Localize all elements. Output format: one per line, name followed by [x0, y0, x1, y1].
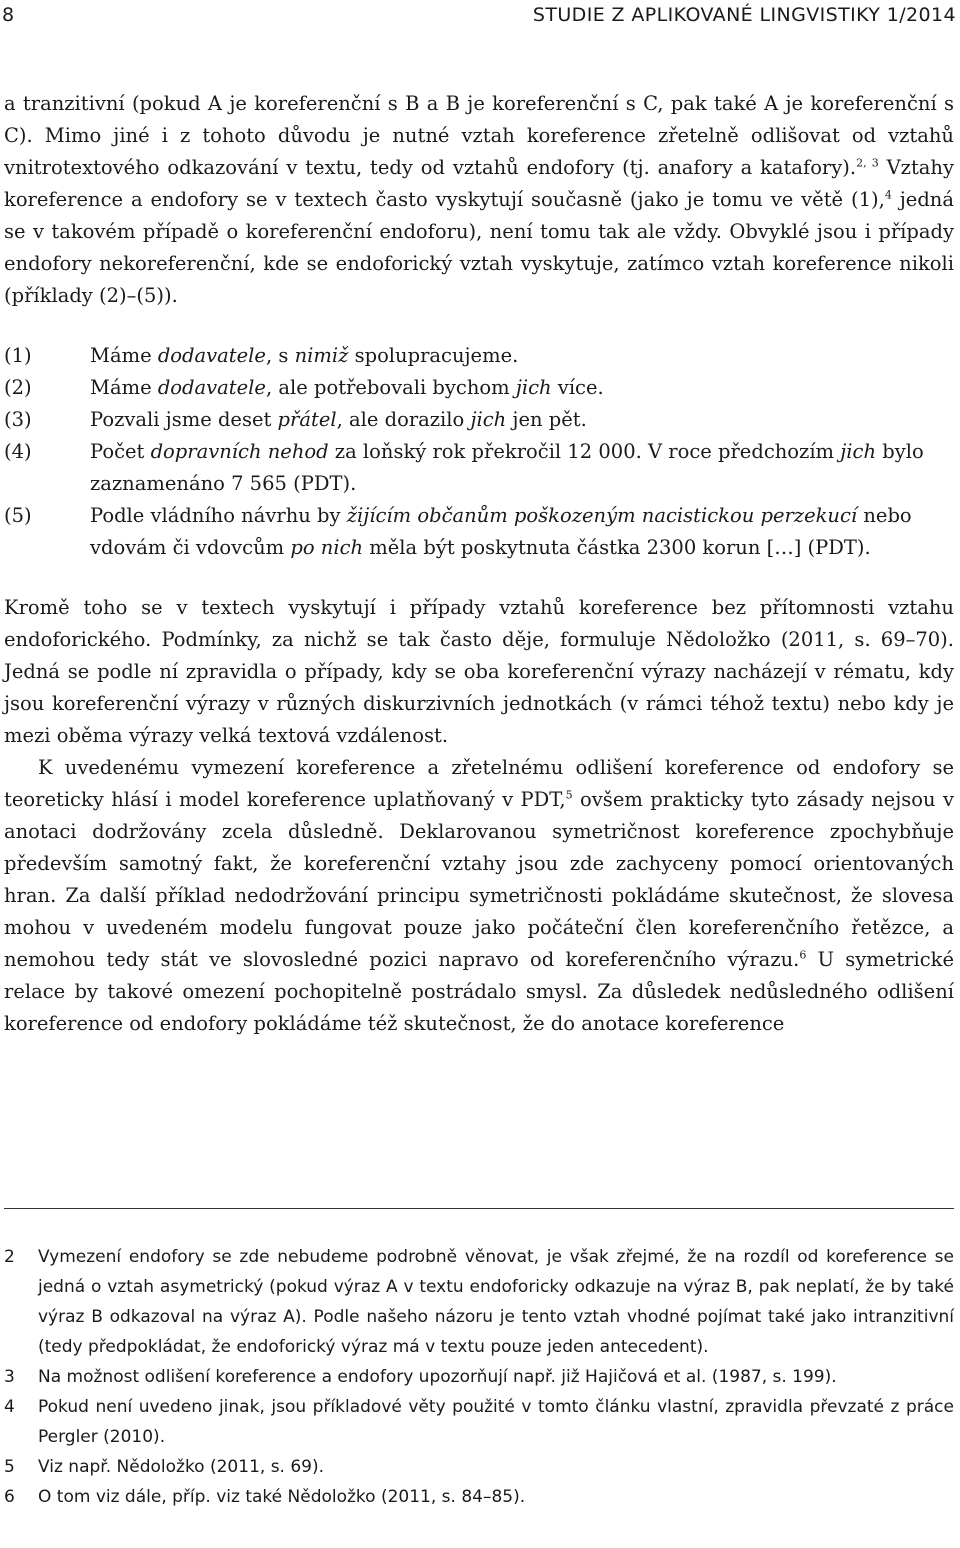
example-italic-term: nimiž	[294, 344, 349, 367]
example-fragment: měla být poskytnuta částka 2300 korun […] (PDT).	[363, 536, 871, 559]
example-item	[4, 500, 954, 564]
footnote-item	[4, 1362, 954, 1392]
example-text	[90, 340, 954, 372]
page-number: 8	[2, 4, 15, 26]
example-fragment: , ale dorazilo	[336, 408, 471, 431]
footnote-number: 5	[4, 1457, 15, 1477]
example-fragment: spolupracujeme.	[348, 344, 519, 367]
para3-text-b: ovšem prakticky tyto zásady nejsou v anotaci dodržovány zcela důsledně. Deklarovanou symetričnost koreference zpochybňuje především samotný fakt, že koreferenční vztahy jsou zde zachyceny pomocí orientovaných hran. Za další příklad nedodržování principu symetričnosti pokládáme skutečnost, že slovesa mohou v uvedeném modelu fungovat pouze jako počáteční člen koreferenčního řetězce, a nemohou tedy stát ve slovosledné pozici napravo od koreferenčního výrazu.	[4, 788, 954, 971]
example-number: (4)	[4, 440, 32, 463]
example-fragment: , s	[265, 344, 295, 367]
footnote-text: Na možnost odlišení koreference a endofory upozorňují např. již Hajičová et al. (1987, s. 199).	[38, 1367, 837, 1387]
footnote-ref-4: 4	[884, 188, 892, 202]
footnote-item	[4, 1482, 954, 1512]
footnote-ref-6: 6	[799, 948, 807, 962]
example-italic-term: dodavatele	[157, 376, 266, 399]
footnote-text: Viz např. Nědoložko (2011, s. 69).	[38, 1457, 325, 1477]
footnote-text: Pokud není uvedeno jinak, jsou příkladové věty použité v tomto článku vlastní, zpravidla převzaté z práce Pergler (2010).	[38, 1397, 954, 1447]
paragraph-1	[4, 88, 954, 312]
footnote-number: 4	[4, 1397, 15, 1417]
example-item	[4, 372, 954, 404]
footnote-ref-5: 5	[565, 788, 573, 802]
journal-title: STUDIE Z APLIKOVANÉ LINGVISTIKY 1/2014	[532, 4, 956, 26]
example-fragment: Máme	[90, 376, 158, 399]
example-text	[90, 436, 954, 500]
example-fragment: za loňský rok překročil 12 000. V roce předchozím	[328, 440, 841, 463]
para1-text-c: jedná se v takovém případě o koreferenční endoforu), není tomu tak ale vždy. Obvyklé jsou i případy endofory nekoreferenční, kde se endoforický vztah vyskytuje, zatímco vztah koreference nikoli (příklady (2)–(5)).	[4, 188, 954, 307]
example-list	[4, 340, 954, 564]
para3-text-a: K uvedenému vymezení koreference a zřetelnému odlišení koreference od endofory se teoreticky hlásí i model koreference uplatňovaný v PDT,	[4, 756, 954, 811]
example-fragment: jen pět.	[506, 408, 587, 431]
para3-text-c: U symetrické relace by takové omezení pochopitelně postrádalo smysl. Za důsledek nedůsledného odlišení koreference od endofory pokládáme též skutečnost, že do anotace koreference	[4, 948, 954, 1035]
example-text	[90, 372, 954, 404]
example-fragment: , ale potřebovali bychom	[265, 376, 516, 399]
article-body	[4, 88, 954, 1040]
footnote-item	[4, 1392, 954, 1452]
example-text	[90, 500, 954, 564]
footnote-number: 2	[4, 1247, 15, 1267]
footnote-text: Vymezení endofory se zde nebudeme podrobně věnovat, je však zřejmé, že na rozdíl od koreference se jedná o vztah asymetrický (pokud výraz A v textu endoforicky odkazuje na výraz B, pak neplatí, že by také výraz B odkazoval na výraz A). Podle našeho názoru je tento vztah vhodné pojímat také jako intranzitivní (tedy předpokládat, že endoforický výraz má v textu pouze jeden antecedent).	[38, 1247, 954, 1357]
example-number: (1)	[4, 344, 32, 367]
example-fragment: více.	[551, 376, 604, 399]
footnote-text: O tom viz dále, příp. viz také Nědoložko (2011, s. 84–85).	[38, 1487, 526, 1507]
example-fragment: Máme	[90, 344, 158, 367]
example-fragment: bylo zaznamenáno 7 565 (PDT).	[90, 440, 924, 495]
example-italic-term: přátel	[277, 408, 337, 431]
paragraph-2: Kromě toho se v textech vyskytují i případy vztahů koreference bez přítomnosti vztahu endoforického. Podmínky, za nichž se tak často děje, formuluje Nědoložko (2011, s. 69–70). Jedná se podle ní zpravidla o případy, kdy se oba koreferenční výrazy nacházejí v rématu, kdy jsou koreferenční výrazy v různých diskurzivních jednotkách (v rámci téhož textu) nebo kdy je mezi oběma výrazy velká textová vzdálenost.	[4, 596, 954, 747]
footnote-item	[4, 1452, 954, 1482]
footnotes	[4, 1242, 954, 1512]
example-number: (5)	[4, 504, 32, 527]
example-fragment: Podle vládního návrhu by	[90, 504, 347, 527]
example-number: (3)	[4, 408, 32, 431]
example-italic-term: jich	[515, 376, 552, 399]
example-item	[4, 404, 954, 436]
example-italic-term: jich	[840, 440, 877, 463]
example-number: (2)	[4, 376, 32, 399]
example-italic-term: jich	[470, 408, 507, 431]
example-italic-term: po nich	[290, 536, 364, 559]
para1-text-a: a tranzitivní (pokud A je koreferenční s B a B je koreferenční s C, pak také A je koreferenční s C). Mimo jiné i z tohoto důvodu je nutné vztah koreference zřetelně odlišovat od vztahů vnitrotextového odkazování v textu, tedy od vztahů endofory (tj. anafory a katafory).	[4, 92, 954, 179]
footnote-item	[4, 1242, 954, 1362]
example-item	[4, 436, 954, 500]
footnote-number: 6	[4, 1487, 15, 1507]
para1-text-b: Vztahy koreference a endofory se v textech často vyskytují současně (jako je tomu ve větě (1),	[4, 156, 954, 211]
example-fragment: Počet	[90, 440, 151, 463]
example-fragment: nebo vdovám či vdovcům	[90, 504, 912, 559]
paragraph-3	[4, 752, 954, 1040]
example-italic-term: dopravních nehod	[150, 440, 329, 463]
running-header	[2, 4, 956, 34]
footnote-divider	[4, 1208, 954, 1209]
example-item	[4, 340, 954, 372]
example-fragment: Pozvali jsme deset	[90, 408, 278, 431]
footnote-ref-2-3: 2, 3	[856, 156, 879, 170]
example-italic-term: žijícím občanům poškozeným nacistickou perzekucí	[346, 504, 858, 527]
footnote-number: 3	[4, 1367, 15, 1387]
example-italic-term: dodavatele	[157, 344, 266, 367]
example-text	[90, 404, 954, 436]
